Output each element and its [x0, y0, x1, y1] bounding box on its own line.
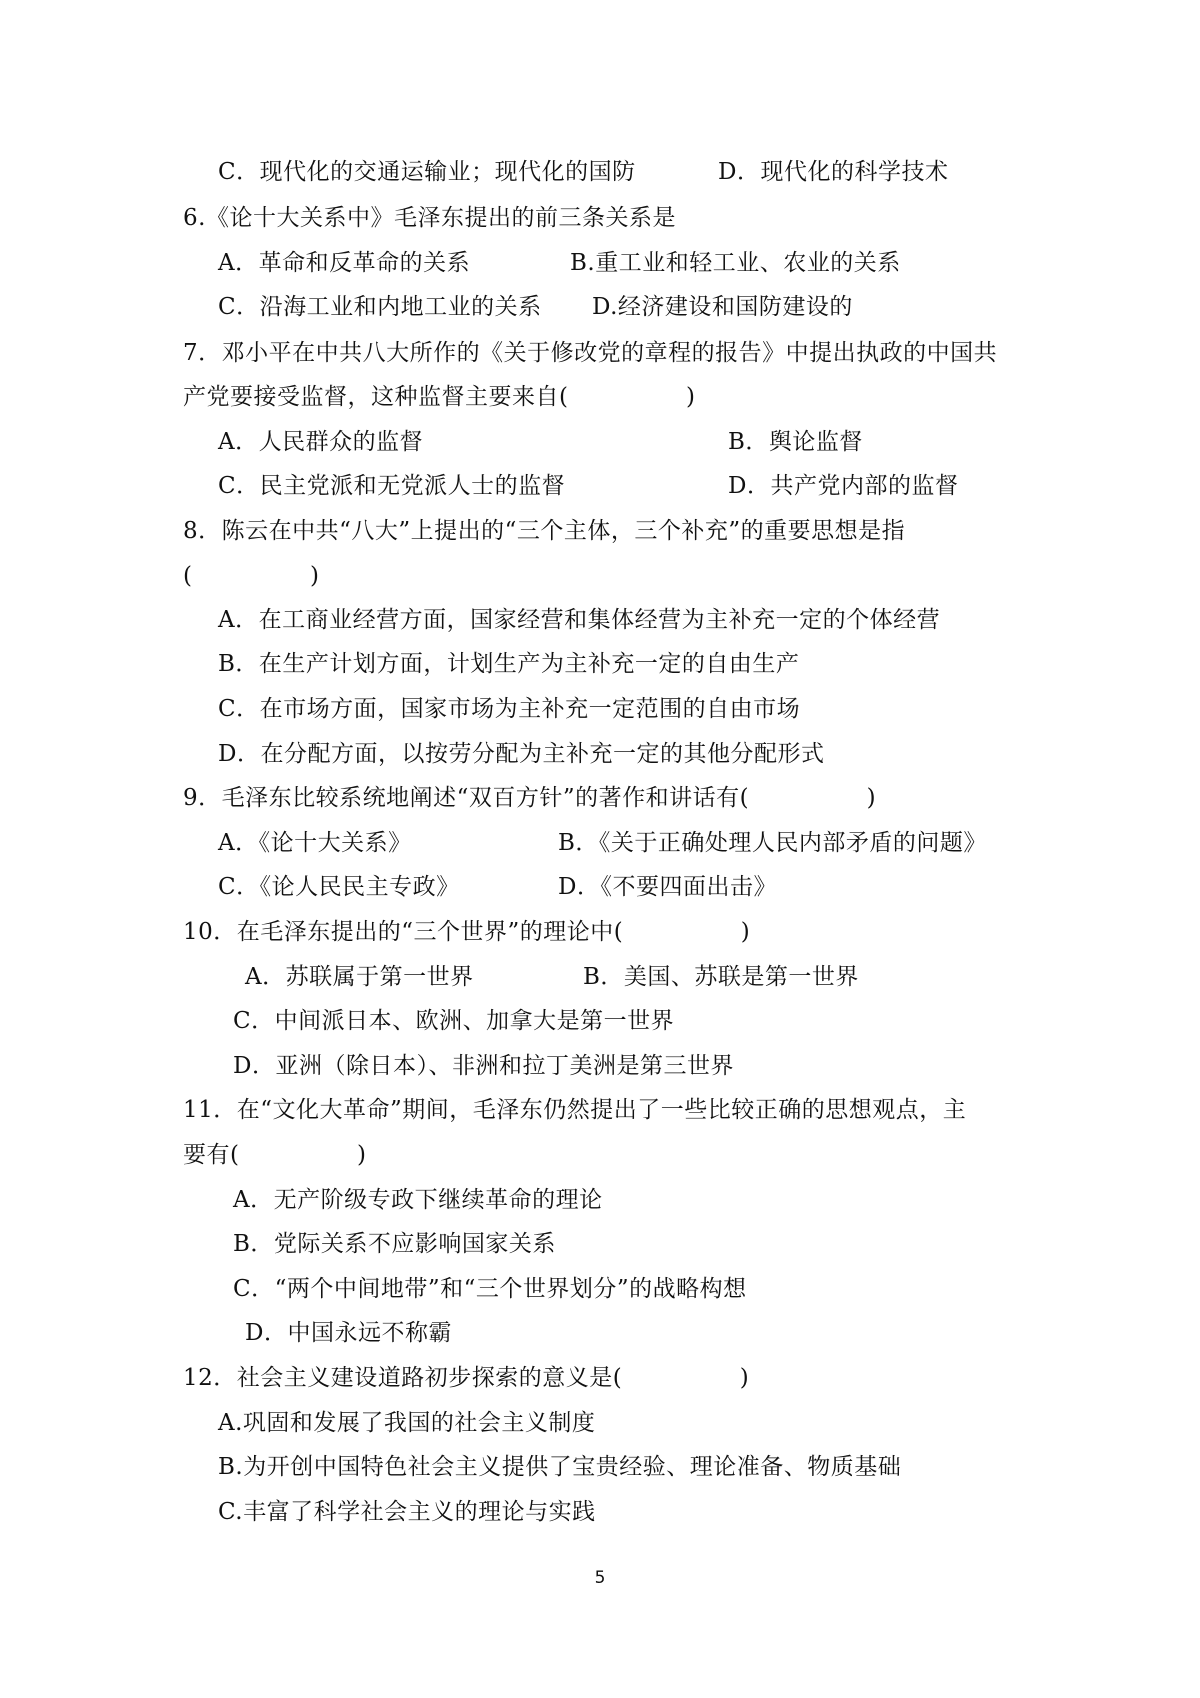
q9-question: 9．毛泽东比较系统地阐述“双百方针”的著作和讲话有( ): [183, 785, 877, 811]
q12-option-c: C.丰富了科学社会主义的理论与实践: [218, 1499, 596, 1525]
q12-question: 12．社会主义建设道路初步探索的意义是( ): [183, 1365, 750, 1391]
q5-option-c: C．现代化的交通运输业；现代化的国防: [218, 159, 636, 185]
q8-option-d: D．在分配方面，以按劳分配为主补充一定的其他分配形式: [218, 741, 825, 767]
q7-option-d: D．共产党内部的监督: [728, 473, 959, 499]
q8-question-line-2: ( ): [183, 563, 320, 589]
q8-option-b: B．在生产计划方面，计划生产为主补充一定的自由生产: [218, 651, 800, 677]
q9-option-b: B．《关于正确处理人民内部矛盾的问题》: [558, 830, 987, 856]
q11-question-line-2: 要有( ): [183, 1142, 367, 1168]
q6-question: 6.《论十大关系中》毛泽东提出的前三条关系是: [183, 205, 676, 231]
q8-option-c: C．在市场方面，国家市场为主补充一定范围的自由市场: [218, 696, 801, 722]
q7-option-c: C．民主党派和无党派人士的监督: [218, 473, 566, 499]
q7-option-a: A．人民群众的监督: [218, 429, 424, 455]
q11-question-line-1: 11．在“文化大革命”期间，毛泽东仍然提出了一些比较正确的思想观点，主: [183, 1097, 967, 1123]
q10-option-d: D．亚洲（除日本）、非洲和拉丁美洲是第三世界: [233, 1053, 734, 1079]
q12-option-b: B.为开创中国特色社会主义提供了宝贵经验、理论准备、物质基础: [218, 1454, 902, 1480]
q11-option-c: C．“两个中间地带”和“三个世界划分”的战略构想: [233, 1276, 747, 1302]
q6-option-b: B.重工业和轻工业、农业的关系: [570, 250, 901, 276]
q12-option-a: A.巩固和发展了我国的社会主义制度: [218, 1410, 596, 1436]
q10-option-c: C．中间派日本、欧洲、加拿大是第一世界: [233, 1008, 675, 1034]
q11-option-d: D．中国永远不称霸: [245, 1320, 452, 1346]
q7-question-line-2: 产党要接受监督，这种监督主要来自( ): [183, 384, 696, 410]
q6-option-c: C．沿海工业和内地工业的关系: [218, 294, 542, 320]
q9-option-a: A．《论十大关系》: [218, 830, 412, 856]
q10-option-b: B．美国、苏联是第一世界: [583, 964, 859, 990]
q10-question: 10．在毛泽东提出的“三个世界”的理论中( ): [183, 919, 751, 945]
q9-option-d: D．《不要四面出击》: [558, 874, 777, 900]
q9-option-c: C．《论人民民主专政》: [218, 874, 460, 900]
q5-option-d: D．现代化的科学技术: [718, 159, 949, 185]
page-number: 5: [594, 1568, 606, 1588]
q7-question-line-1: 7．邓小平在中共八大所作的《关于修改党的章程的报告》中提出执政的中国共: [183, 340, 998, 366]
q8-option-a: A．在工商业经营方面，国家经营和集体经营为主补充一定的个体经营: [218, 607, 941, 633]
q7-option-b: B．舆论监督: [728, 429, 863, 455]
q6-option-a: A．革命和反革命的关系: [218, 250, 471, 276]
q6-option-d: D.经济建设和国防建设的: [592, 294, 853, 320]
q10-option-a: A．苏联属于第一世界: [245, 964, 474, 990]
q11-option-a: A．无产阶级专政下继续革命的理论: [233, 1187, 603, 1213]
q8-question-line-1: 8．陈云在中共“八大”上提出的“三个主体，三个补充”的重要思想是指: [183, 518, 906, 544]
q11-option-b: B．党际关系不应影响国家关系: [233, 1231, 556, 1257]
